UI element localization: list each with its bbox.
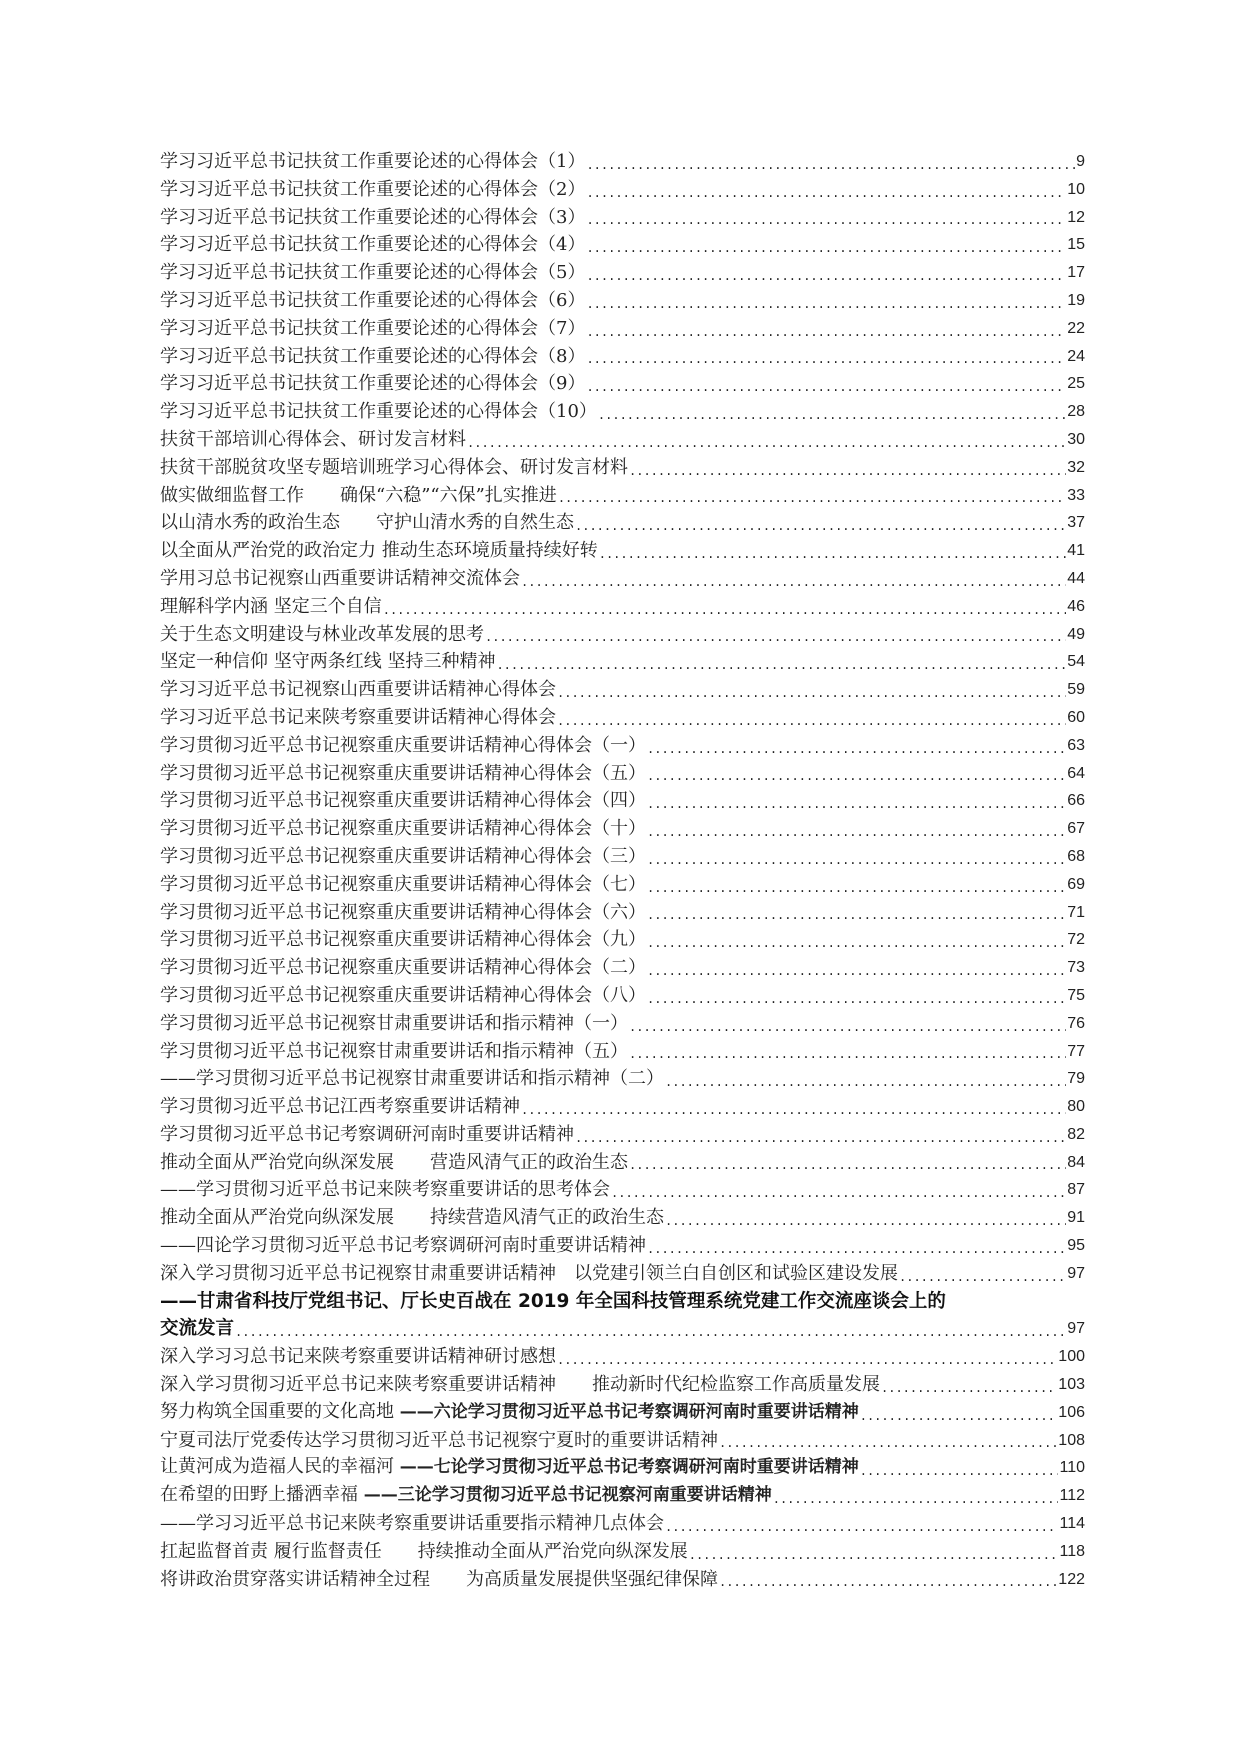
toc-dot-leader <box>629 460 1066 482</box>
toc-dot-leader <box>611 1182 1066 1204</box>
toc-entry-title: 学习习近平总书记视察山西重要讲话精神心得体会 <box>160 679 556 701</box>
toc-entry-title: 以山清水秀的政治生态 守护山清水秀的自然生态 <box>160 512 574 534</box>
toc-entry[interactable] <box>160 1538 1085 1566</box>
toc-dot-leader <box>647 904 1066 926</box>
toc-dot-leader <box>586 182 1066 204</box>
toc-page-number: 67 <box>1067 820 1085 838</box>
toc-entry-title: 推动全面从严治党向纵深发展 营造风清气正的政治生态 <box>160 1151 628 1173</box>
toc-entry[interactable] <box>160 704 1085 732</box>
toc-entry-title: ——学习习近平总书记来陕考察重要讲话重要指示精神几点体会 <box>160 1513 664 1535</box>
toc-dot-leader <box>860 1405 1058 1427</box>
toc-page-number: 72 <box>1067 931 1085 949</box>
toc-entry-title: 学习贯彻习近平总书记视察重庆重要讲话精神心得体会（九） <box>160 929 646 951</box>
toc-entry[interactable] <box>160 621 1085 649</box>
toc-entry-title: 让黄河成为造福人民的幸福河 ——七论学习贯彻习近平总书记考察调研河南时重要讲话精神 <box>160 1456 859 1478</box>
toc-page-number: 41 <box>1067 542 1085 560</box>
toc-page-number: 106 <box>1058 1403 1085 1421</box>
toc-dot-leader <box>586 265 1066 287</box>
toc-page-number: 25 <box>1067 375 1085 393</box>
toc-dot-leader <box>647 932 1066 954</box>
toc-page-number: 46 <box>1067 597 1085 615</box>
toc-entry-title: 扛起监督首责 履行监督责任 持续推动全面从严治党向纵深发展 <box>160 1540 688 1562</box>
toc-dot-leader <box>629 1154 1066 1176</box>
toc-entry[interactable] <box>160 1204 1085 1232</box>
toc-dot-leader <box>599 543 1066 565</box>
toc-entry[interactable] <box>160 1232 1085 1260</box>
toc-entry-title: 学习贯彻习近平总书记视察重庆重要讲话精神心得体会（八） <box>160 984 646 1006</box>
toc-page-number: 97 <box>1067 1264 1085 1282</box>
toc-entry-title: 学习习近平总书记扶贫工作重要论述的心得体会（8） <box>160 345 586 367</box>
toc-entry-title: 学习习近平总书记扶贫工作重要论述的心得体会（1） <box>160 151 586 172</box>
toc-dot-leader <box>860 1460 1059 1482</box>
toc-entry-title: 学习贯彻习近平总书记视察重庆重要讲话精神心得体会（二） <box>160 957 646 979</box>
toc-entry[interactable] <box>160 1288 1085 1316</box>
toc-entry[interactable] <box>160 732 1085 760</box>
toc-entry-title: ——四论学习贯彻习近平总书记考察调研河南时重要讲话精神 <box>160 1235 646 1257</box>
toc-dot-leader <box>586 237 1066 259</box>
toc-dot-leader <box>557 682 1066 704</box>
toc-dot-leader <box>881 1377 1057 1399</box>
toc-page-number: 54 <box>1067 653 1085 671</box>
toc-entry[interactable] <box>160 1427 1085 1455</box>
toc-page-number: 77 <box>1067 1042 1085 1060</box>
toc-page-number: 15 <box>1067 236 1085 254</box>
toc-entry-title: 学习贯彻习近平总书记视察重庆重要讲话精神心得体会（一） <box>160 734 646 756</box>
toc-dot-leader <box>665 1210 1066 1232</box>
toc-page-number: 110 <box>1059 1459 1085 1477</box>
toc-entry[interactable] <box>160 648 1085 676</box>
toc-entry[interactable] <box>160 259 1085 287</box>
toc-entry-title: ——学习贯彻习近平总书记来陕考察重要讲话的思考体会 <box>160 1179 610 1201</box>
toc-dot-leader <box>467 432 1066 454</box>
toc-dot-leader <box>586 348 1066 370</box>
toc-page-number: 63 <box>1067 736 1085 754</box>
toc-entry[interactable] <box>160 1093 1085 1121</box>
toc-page-number: 64 <box>1067 764 1085 782</box>
toc-entry[interactable] <box>160 1482 1085 1510</box>
toc-entry-title: 学习习近平总书记扶贫工作重要论述的心得体会（3） <box>160 206 586 228</box>
toc-page-number: 24 <box>1067 347 1085 365</box>
toc-entry-title: 宁夏司法厅党委传达学习贯彻习近平总书记视察宁夏时的重要讲话精神 <box>160 1429 718 1451</box>
toc-entry[interactable] <box>160 1010 1085 1038</box>
toc-page-number: 73 <box>1067 959 1085 977</box>
toc-entry[interactable] <box>160 1121 1085 1149</box>
toc-dot-leader <box>647 793 1066 815</box>
toc-entry[interactable] <box>160 760 1085 788</box>
toc-dot-leader <box>598 404 1066 426</box>
toc-entry-title: 学习贯彻习近平总书记视察甘肃重要讲话和指示精神（一） <box>160 1012 628 1034</box>
toc-page-number: 30 <box>1067 430 1085 448</box>
toc-entry-title: 学习贯彻习近平总书记考察调研河南时重要讲话精神 <box>160 1123 574 1145</box>
toc-page-number: 87 <box>1067 1181 1085 1199</box>
toc-entry-title: 深入学习贯彻习近平总书记视察甘肃重要讲话精神 以党建引领兰白自创区和试验区建设发展 <box>160 1262 898 1284</box>
toc-entry[interactable] <box>160 398 1085 426</box>
toc-page-number: 37 <box>1067 514 1085 532</box>
toc-entry-title: 学习习近平总书记扶贫工作重要论述的心得体会（6） <box>160 289 586 311</box>
toc-entry-title: 学习习近平总书记扶贫工作重要论述的心得体会（4） <box>160 234 586 256</box>
toc-entry-title: 做实做细监督工作 确保“六稳”“六保”扎实推进 <box>160 484 557 506</box>
toc-entry[interactable] <box>160 1176 1085 1204</box>
toc-dot-leader <box>689 1544 1059 1566</box>
toc-entry[interactable] <box>160 676 1085 704</box>
toc-entry[interactable] <box>160 593 1085 621</box>
toc-entry[interactable] <box>160 1343 1085 1371</box>
toc-entry[interactable] <box>160 1566 1085 1594</box>
toc-dot-leader <box>586 293 1066 315</box>
toc-dot-leader <box>586 376 1066 398</box>
toc-entry[interactable] <box>160 815 1085 843</box>
toc-entry-title: 学习习近平总书记扶贫工作重要论述的心得体会（2） <box>160 178 586 200</box>
toc-entry[interactable] <box>160 343 1085 371</box>
toc-entry-title: 深入学习贯彻习近平总书记来陕考察重要讲话精神 推动新时代纪检监察工作高质量发展 <box>160 1374 880 1396</box>
toc-entry-title: ——甘肃省科技厅党组书记、厅长史百战在 2019 年全国科技管理系统党建工作交流座谈会上的 <box>160 1290 946 1312</box>
toc-page-number: 118 <box>1059 1542 1085 1560</box>
toc-page-number: 114 <box>1059 1515 1085 1533</box>
toc-page-number: 112 <box>1059 1487 1085 1505</box>
toc-entry-title: 学习习近平总书记扶贫工作重要论述的心得体会（7） <box>160 317 586 339</box>
toc-entry[interactable] <box>160 1260 1085 1288</box>
toc-dot-leader <box>647 988 1066 1010</box>
toc-page-number: 32 <box>1067 458 1085 476</box>
toc-entry-title: 扶贫干部脱贫攻坚专题培训班学习心得体会、研讨发言材料 <box>160 456 628 478</box>
toc-page-number: 75 <box>1067 986 1085 1004</box>
toc-dot-leader <box>665 1516 1058 1538</box>
toc-dot-leader <box>586 209 1066 231</box>
toc-entry[interactable] <box>160 843 1085 871</box>
toc-page-number: 103 <box>1058 1376 1085 1394</box>
toc-dot-leader <box>647 877 1066 899</box>
toc-entry-title: 学习习近平总书记扶贫工作重要论述的心得体会（10） <box>160 401 597 423</box>
toc-dot-leader <box>586 154 1075 176</box>
toc-entry-title: 在希望的田野上播洒幸福 ——三论学习贯彻习近平总书记视察河南重要讲话精神 <box>160 1484 772 1506</box>
toc-entry[interactable] <box>160 565 1085 593</box>
toc-entry[interactable] <box>160 787 1085 815</box>
toc-dot-leader <box>485 626 1066 648</box>
toc-dot-leader <box>575 1127 1066 1149</box>
toc-entry[interactable] <box>160 482 1085 510</box>
toc-page-number: 84 <box>1067 1153 1085 1171</box>
toc-page-number: 68 <box>1067 847 1085 865</box>
toc-entry-title: 学习贯彻习近平总书记视察重庆重要讲话精神心得体会（五） <box>160 762 646 784</box>
toc-entry[interactable] <box>160 176 1085 204</box>
toc-entry-title: 学习贯彻习近平总书记视察重庆重要讲话精神心得体会（七） <box>160 873 646 895</box>
toc-entry-title: 学用习总书记视察山西重要讲话精神交流体会 <box>160 567 520 589</box>
toc-entry-title: 学习贯彻习近平总书记江西考察重要讲话精神 <box>160 1096 520 1118</box>
toc-entry[interactable] <box>160 426 1085 454</box>
toc-dot-leader <box>235 1321 1066 1343</box>
toc-dot-leader <box>521 571 1066 593</box>
toc-page-number: 49 <box>1067 625 1085 643</box>
toc-page-number: 82 <box>1067 1125 1085 1143</box>
toc-dot-leader <box>521 1099 1066 1121</box>
toc-entry[interactable] <box>160 231 1085 259</box>
toc-dot-leader <box>647 960 1066 982</box>
toc-entry[interactable] <box>160 1399 1085 1427</box>
toc-entry[interactable] <box>160 899 1085 927</box>
toc-dot-leader <box>558 487 1066 509</box>
toc-entry-title: 交流发言 <box>160 1318 235 1340</box>
toc-entry[interactable] <box>160 926 1085 954</box>
toc-page-number: 17 <box>1067 264 1085 282</box>
toc-page-number: 59 <box>1067 681 1085 699</box>
toc-page-number: 19 <box>1067 291 1085 309</box>
toc-entry[interactable] <box>160 537 1085 565</box>
toc-entry[interactable] <box>160 954 1085 982</box>
toc-page-number: 95 <box>1067 1237 1085 1255</box>
toc-entry-title: 学习习近平总书记扶贫工作重要论述的心得体会（9） <box>160 373 586 395</box>
toc-entry[interactable] <box>160 1371 1085 1399</box>
toc-entry-title: 将讲政治贯穿落实讲话精神全过程 为高质量发展提供坚强纪律保障 <box>160 1568 718 1590</box>
toc-page-number: 60 <box>1067 708 1085 726</box>
toc-dot-leader <box>647 765 1066 787</box>
toc-entry[interactable] <box>160 1065 1085 1093</box>
toc-entry-title: 学习习近平总书记来陕考察重要讲话精神心得体会 <box>160 706 556 728</box>
toc-dot-leader <box>647 738 1066 760</box>
toc-entry-title: 深入学习习总书记来陕考察重要讲话精神研讨感想 <box>160 1346 556 1368</box>
toc-page-number: 71 <box>1067 903 1085 921</box>
toc-dot-leader <box>719 1432 1057 1454</box>
toc-dot-leader <box>647 821 1066 843</box>
toc-page-number: 22 <box>1067 319 1085 337</box>
toc-entry[interactable] <box>160 509 1085 537</box>
toc-page-number: 66 <box>1067 792 1085 810</box>
toc-entry-title: 学习贯彻习近平总书记视察重庆重要讲话精神心得体会（四） <box>160 790 646 812</box>
toc-entry[interactable] <box>160 1510 1085 1538</box>
toc-dot-leader <box>496 654 1066 676</box>
toc-page-number: 10 <box>1067 180 1085 198</box>
toc-page-number: 79 <box>1067 1070 1085 1088</box>
toc-page-number: 97 <box>1067 1320 1085 1338</box>
toc-dot-leader <box>719 1571 1057 1593</box>
toc-page-number: 12 <box>1067 208 1085 226</box>
toc-page-number: 44 <box>1067 569 1085 587</box>
toc-entry-title: 坚定一种信仰 坚守两条红线 坚持三种精神 <box>160 651 496 673</box>
toc-dot-leader <box>383 599 1066 621</box>
toc-page-number: 100 <box>1058 1348 1085 1366</box>
toc-entry-title: ——学习贯彻习近平总书记视察甘肃重要讲话和指示精神（二） <box>160 1068 664 1090</box>
toc-page-number: 69 <box>1067 875 1085 893</box>
toc-entry[interactable] <box>160 982 1085 1010</box>
toc-dot-leader <box>629 1016 1066 1038</box>
toc-entry[interactable] <box>160 204 1085 232</box>
toc-page-number: 80 <box>1067 1098 1085 1116</box>
toc-entry[interactable] <box>160 148 1085 176</box>
toc-page-number: 108 <box>1058 1431 1085 1449</box>
toc-entry[interactable] <box>160 871 1085 899</box>
toc-page-number: 91 <box>1067 1209 1085 1227</box>
toc-entry-title: 以全面从严治党的政治定力 推动生态环境质量持续好转 <box>160 540 598 562</box>
toc-entry-title: 努力构筑全国重要的文化高地 ——六论学习贯彻习近平总书记考察调研河南时重要讲话精神 <box>160 1400 859 1422</box>
toc-dot-leader <box>647 849 1066 871</box>
toc-entry-title: 学习贯彻习近平总书记视察重庆重要讲话精神心得体会（三） <box>160 845 646 867</box>
toc-entry-title: 学习贯彻习近平总书记视察重庆重要讲话精神心得体会（六） <box>160 901 646 923</box>
toc-entry[interactable] <box>160 287 1085 315</box>
toc-dot-leader <box>665 1071 1066 1093</box>
toc-page-number: 33 <box>1067 486 1085 504</box>
toc-page-number: 28 <box>1067 403 1085 421</box>
toc-entry-title: 学习贯彻习近平总书记视察重庆重要讲话精神心得体会（十） <box>160 818 646 840</box>
toc-entry-title: 扶贫干部培训心得体会、研讨发言材料 <box>160 428 466 450</box>
toc-entry-title: 关于生态文明建设与林业改革发展的思考 <box>160 623 484 645</box>
toc-dot-leader <box>899 1266 1066 1288</box>
toc-entry-title: 推动全面从严治党向纵深发展 持续营造风清气正的政治生态 <box>160 1207 664 1229</box>
table-of-contents <box>160 148 1085 1593</box>
toc-dot-leader <box>557 710 1066 732</box>
toc-entry[interactable] <box>160 1454 1085 1482</box>
toc-dot-leader <box>773 1488 1059 1510</box>
toc-entry[interactable] <box>160 1149 1085 1177</box>
toc-entry-title: 理解科学内涵 坚定三个自信 <box>160 595 382 617</box>
toc-page-number: 9 <box>1076 153 1085 170</box>
toc-entry[interactable] <box>160 1038 1085 1066</box>
toc-dot-leader <box>575 515 1066 537</box>
toc-entry[interactable] <box>160 1315 1085 1343</box>
toc-dot-leader <box>647 1238 1066 1260</box>
toc-entry[interactable] <box>160 370 1085 398</box>
toc-page-number: 76 <box>1067 1014 1085 1032</box>
toc-page-number: 122 <box>1058 1570 1085 1588</box>
toc-entry-title: 学习习近平总书记扶贫工作重要论述的心得体会（5） <box>160 262 586 284</box>
toc-dot-leader <box>557 1349 1057 1371</box>
toc-entry[interactable] <box>160 454 1085 482</box>
toc-dot-leader <box>586 321 1066 343</box>
toc-dot-leader <box>629 1043 1066 1065</box>
toc-entry-title: 学习贯彻习近平总书记视察甘肃重要讲话和指示精神（五） <box>160 1040 628 1062</box>
toc-entry[interactable] <box>160 315 1085 343</box>
